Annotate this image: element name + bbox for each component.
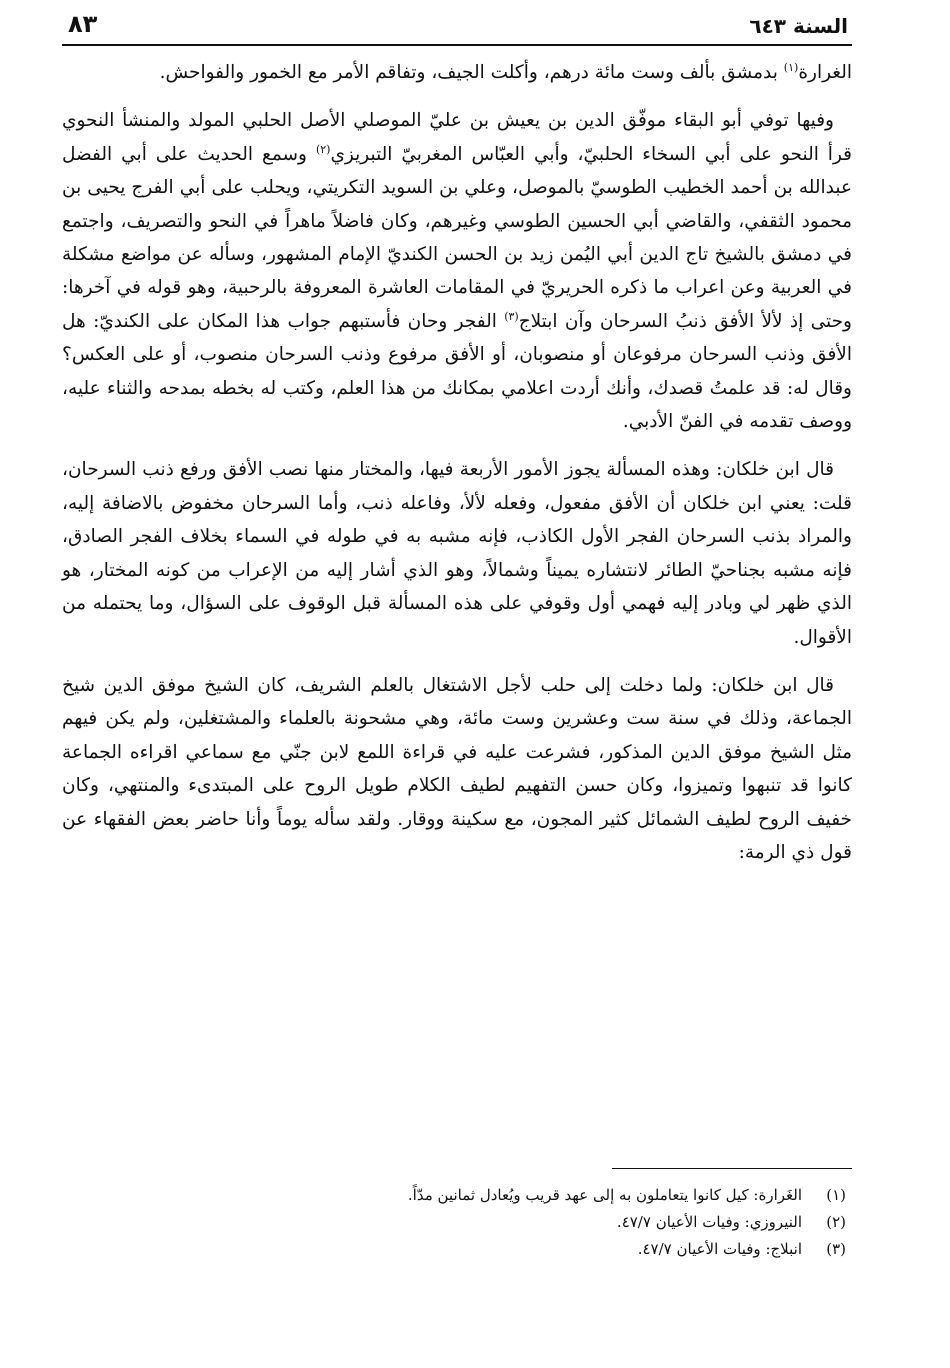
paragraph bbox=[62, 453, 852, 653]
text-run: بدمشق بألف وست مائة درهم، وأكلت الجيف، وتفاقم الأمر مع الخمور والفواحش. bbox=[159, 62, 784, 83]
footnote-number: (٣) bbox=[826, 1240, 846, 1258]
footnote-text: الغَرارة: كيل كانوا يتعاملون به إلى عهد قريب ويُعادل ثمانين مدّاً. bbox=[407, 1186, 802, 1204]
running-header bbox=[62, 8, 852, 46]
footnote bbox=[62, 1182, 852, 1209]
header-title: السنة ٦٤٣ bbox=[749, 14, 848, 38]
text-run: وفيها توفي أبو البقاء موفّق الدين بن يعيش بن عليّ الموصلي الأصل الحلبي المولد والمنشأ النحوي قرأ النحو على أبي السخاء الحلبيّ، وأبي العبّاس المغربيّ التبريزي bbox=[62, 110, 852, 165]
footnote bbox=[62, 1236, 852, 1263]
book-page bbox=[62, 8, 852, 1358]
paragraph bbox=[62, 669, 852, 869]
footnote-ref: (٢) bbox=[315, 142, 331, 156]
paragraph bbox=[62, 104, 852, 438]
paragraph bbox=[62, 56, 852, 89]
footnote-text: انبلاج: وفيات الأعيان ٤٧/٧. bbox=[637, 1240, 802, 1258]
main-text bbox=[62, 56, 852, 884]
footnote-divider bbox=[612, 1168, 852, 1169]
text-run: قال ابن خلكان: ولما دخلت إلى حلب لأجل الاشتغال بالعلم الشريف، كان الشيخ موفق الدين شيخ الجماعة، وذلك في سنة ست وعشرين وست مائة، وهي مشحونة بالعلماء والمشتغلين، ولم يكن فيهم مثل الشيخ موفق الدين المذكور، فشرعت عليه في قراءة اللمع لابن جنّي مع سماعي اقراءه الجماعة كانوا قد تنبهوا وتميزوا، وكان حسن التفهيم لطيف الكلام طويل الروح على المبتدىء والمنتهي، وكان خفيف الروح لطيف الشمائل كثير المجون، مع سكينة ووقار. ولقد سأله يوماً وأنا حاضر بعض الفقهاء عن قول ذي الرمة: bbox=[62, 674, 852, 863]
text-run: قال ابن خلكان: وهذه المسألة يجوز الأمور الأربعة فيها، والمختار منها نصب الأفق ورفع ذنب السرحان، قلت: يعني ابن خلكان أن الأفق مفعول، وفعله لألأ، وفاعله ذنب، وأما السرحان مخفوض بالاضافة إليه، والمراد بذنب السرحان الفجر الأول الكاذب، فإنه مشبه به في طوله في السماء بخلاف الفجر الصادق، فإنه مشبه بجناحيّ الطائر لانتشاره يميناً وشمالاً، وهو الذي أشار إليه من الإعراب من كونه المختار، هو الذي ظهر لي وبادر إليه فهمي أول وقوفي على هذه المسألة قبل الوقوف على السؤال، وما يحتمله من الأقوال. bbox=[62, 459, 852, 648]
text-run: وسمع الحديث على أبي الفضل عبدالله بن أحمد الخطيب الطوسيّ بالموصل، وعلي بن السويد التكريتي، ويحلب على أبي الفرج يحيى بن محمود الثقفي، والقاضي أبي الحسين الطوسي وغيرهم، وكان فاضلاً ماهراً في النحو والتصريف، واجتمع في دمشق بالشيخ تاج الدين أبي اليُمن زيد بن الحسن الكنديّ الإمام المشهور، وسأله عن مواضع مشكلة في العربية وعن اعراب ما ذكره الحريريّ في المقامات العاشرة المعروفة بالرحبية، وهو قوله في آخرها: وحتى إذ لألأ الأفق ذنبُ السرحان وآن ابتلاج bbox=[62, 143, 852, 332]
footnote-text: النيروزي: وفيات الأعيان ٤٧/٧. bbox=[616, 1213, 802, 1231]
footnote-ref: (١) bbox=[783, 60, 799, 74]
footnote-ref: (٣) bbox=[504, 309, 519, 323]
footnote-number: (٢) bbox=[826, 1213, 846, 1231]
text-run: الفجر وحان فأستبهم جواب هذا المكان على الكنديّ: هل الأفق وذنب السرحان مرفوعان أو منصوبان، أو الأفق مرفوع وذنب السرحان منصوب، أو على العكس؟ وقال له: قد علمتُ قصدك، وأنك أردت اعلامي بمكانك من هذا العلم، وكتب له بخطه بمدحه والثناء عليه، ووصف تقدمه في الفنّ الأدبي. bbox=[62, 310, 852, 433]
footnote bbox=[62, 1209, 852, 1236]
footnotes bbox=[62, 1182, 852, 1263]
text-run: الغرارة bbox=[798, 62, 852, 83]
page-number: ٨٣ bbox=[68, 10, 98, 38]
footnote-number: (١) bbox=[826, 1186, 846, 1204]
